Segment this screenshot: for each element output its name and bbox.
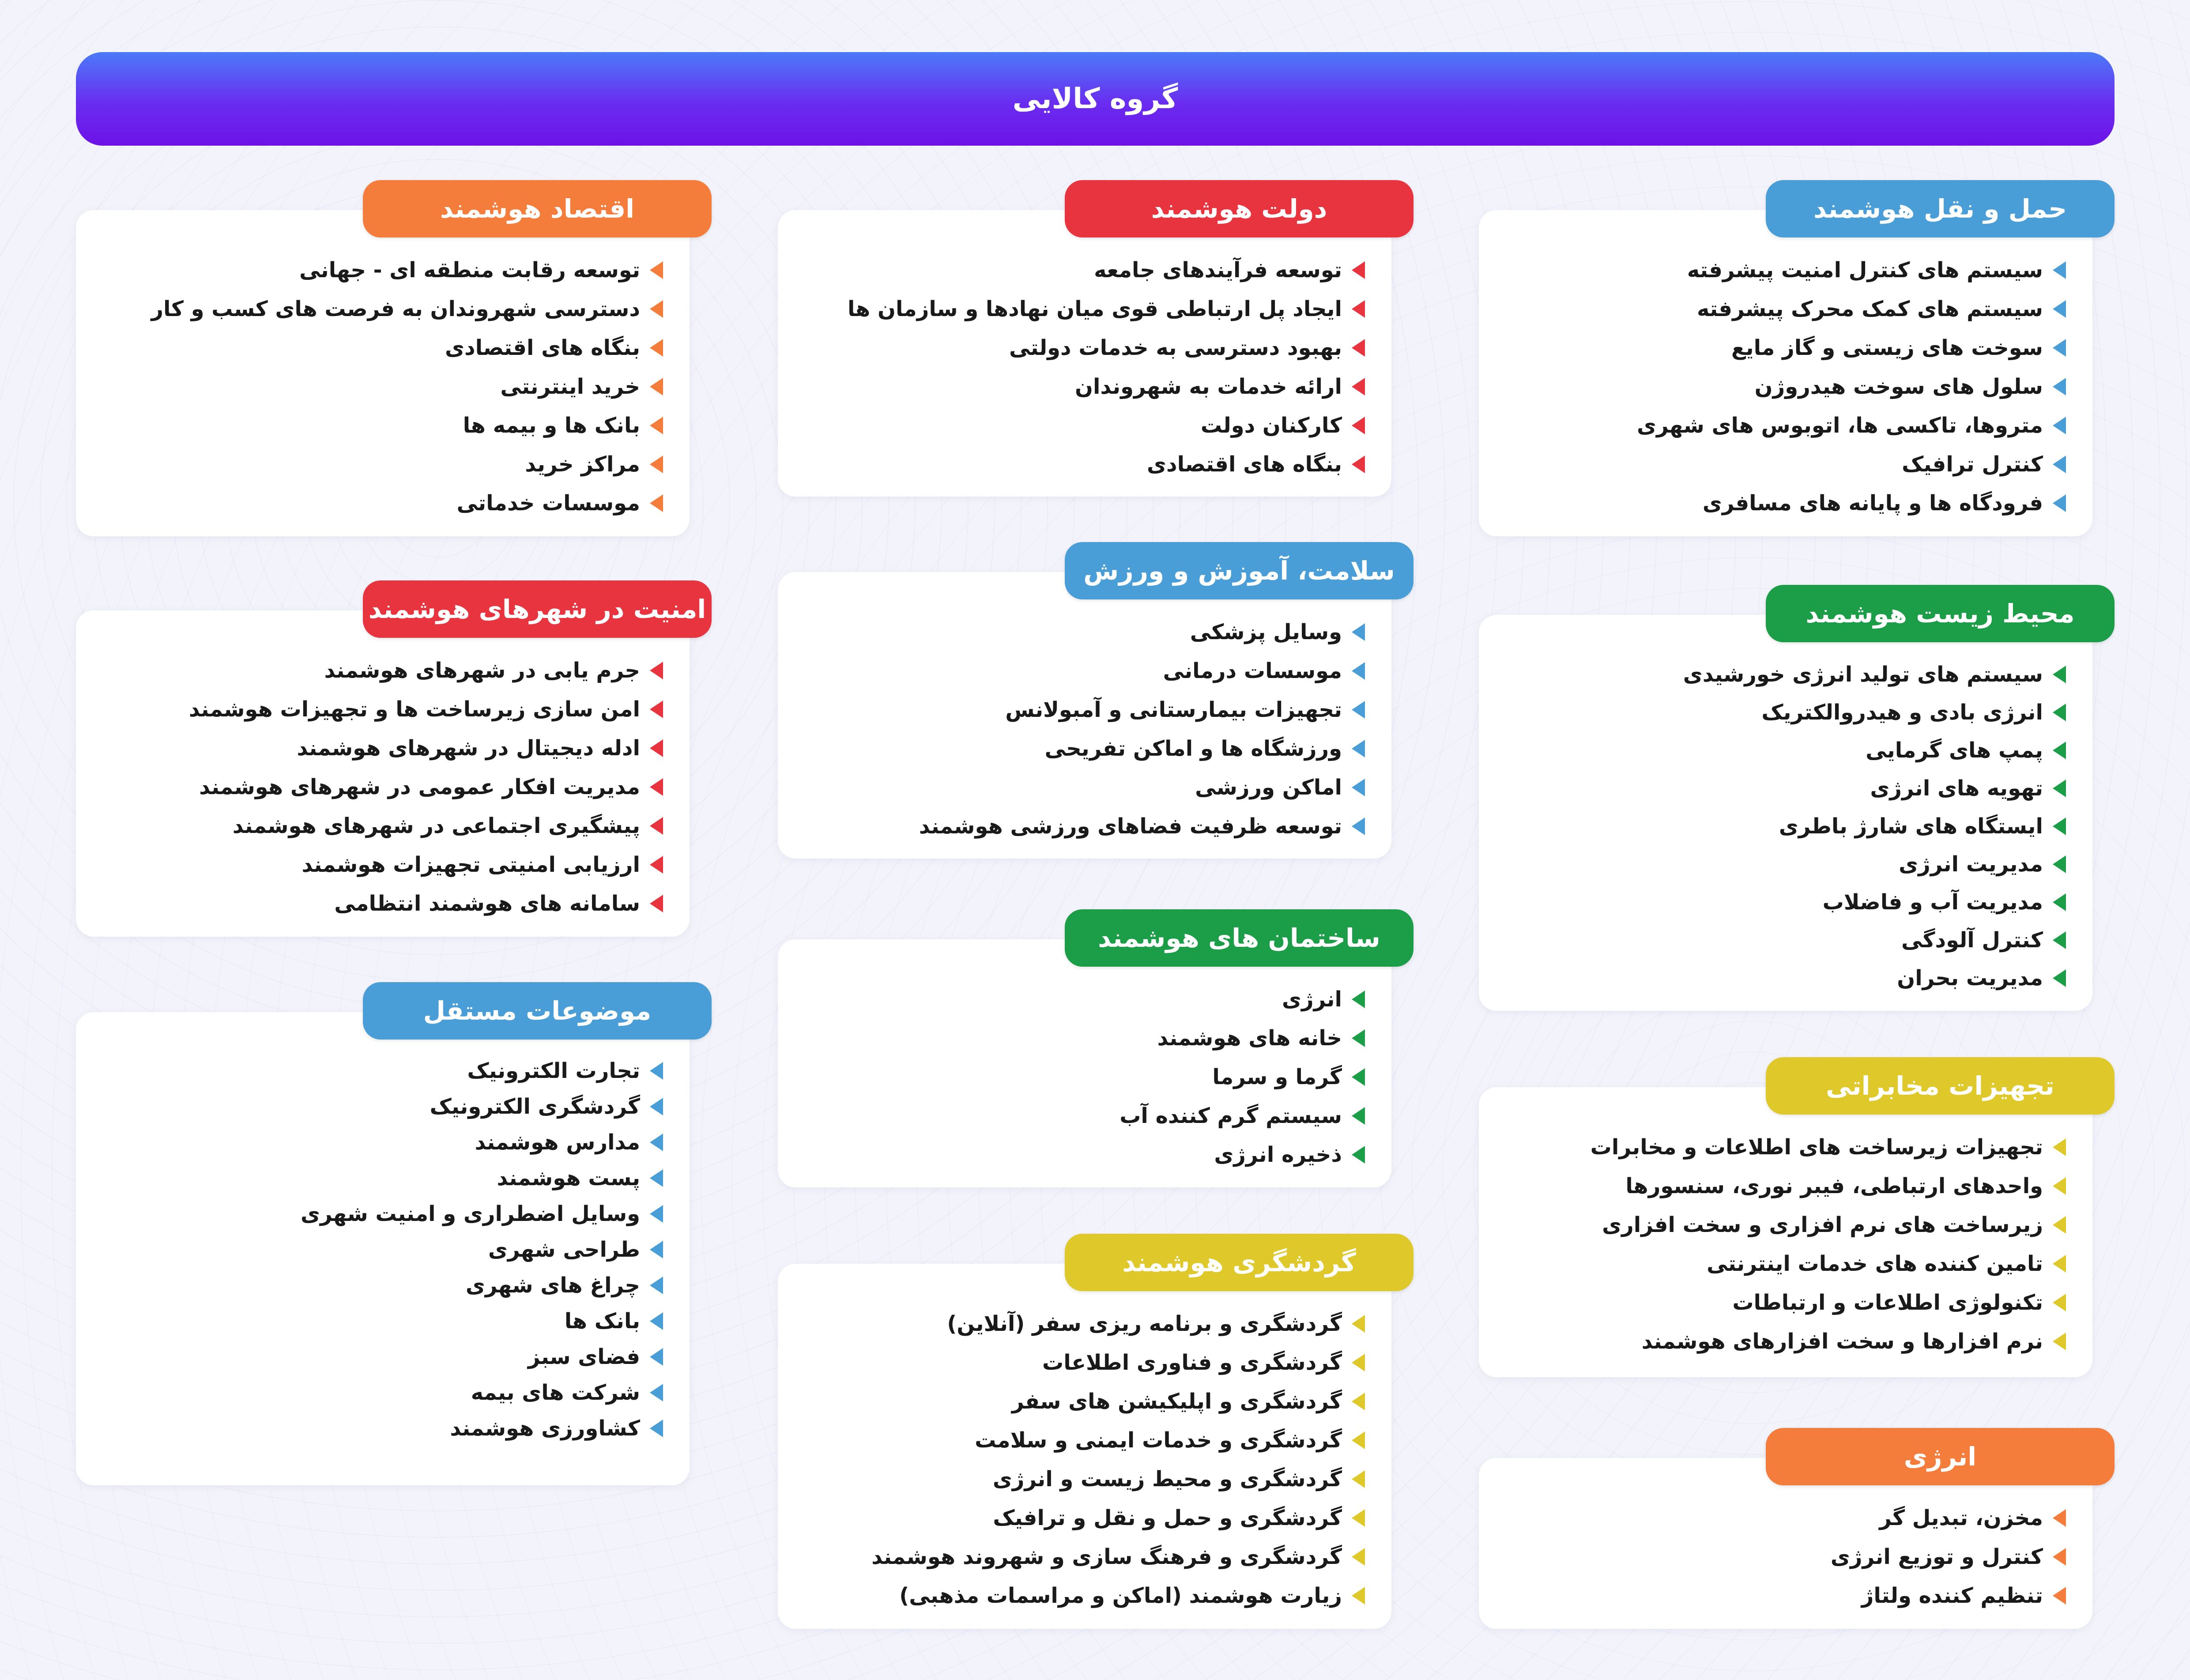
list-item [795,1421,1365,1460]
list-item [795,1304,1365,1343]
list-item [1496,769,2066,807]
list-item-label: خرید اینترنتی [500,374,640,399]
triangle-bullet-icon [2053,817,2066,835]
triangle-bullet-icon [1352,300,1365,318]
list-item-label: تجهیزات زیرساخت های اطلاعات و مخابرات [1590,1135,2043,1160]
triangle-bullet-icon [2053,261,2066,279]
triangle-bullet-icon [650,1312,663,1330]
list-item [1496,251,2066,290]
list-item [1496,1322,2066,1361]
list-item [795,1135,1365,1174]
triangle-bullet-icon [1352,417,1365,434]
list-item-label: توسعه ظرفیت فضاهای ورزشی هوشمند [919,814,1342,839]
list-item [94,1267,663,1303]
list-item [1496,484,2066,523]
section-card [1479,1057,2092,1377]
list-item-label: مدارس هوشمند [475,1130,640,1155]
list-item [795,328,1365,367]
list-item-label: توسعه فرآیندهای جامعه [1094,258,1342,283]
list-item-label: ارزیابی امنیتی تجهیزات هوشمند [302,852,640,877]
list-item [94,1303,663,1339]
list-item-label: سامانه های هوشمند انتظامی [334,891,640,916]
list-item [94,1160,663,1196]
list-item [1496,1499,2066,1537]
triangle-bullet-icon [1352,1068,1365,1086]
triangle-bullet-icon [1352,1393,1365,1410]
triangle-bullet-icon [650,1205,663,1223]
item-list [1496,251,2066,523]
list-item [795,690,1365,729]
list-item-label: گردشگری الکترونیک [430,1094,640,1119]
triangle-bullet-icon [1352,1431,1365,1449]
triangle-bullet-icon [2053,1138,2066,1156]
list-item-label: مدیریت آب و فاضلاب [1822,890,2043,915]
list-item-label: بنگاه های اقتصادی [445,335,640,360]
triangle-bullet-icon [650,339,663,357]
triangle-bullet-icon [2053,300,2066,318]
list-item-label: مراکز خرید [525,452,640,477]
triangle-bullet-icon [2053,339,2066,357]
list-item-label: تنظیم کننده ولتاژ [1861,1583,2043,1608]
section-card [76,982,690,1485]
list-item [1496,406,2066,445]
triangle-bullet-icon [2053,1333,2066,1350]
triangle-bullet-icon [650,1241,663,1258]
list-item-label: گردشگری و خدمات ایمنی و سلامت [975,1428,1342,1453]
triangle-bullet-icon [1352,378,1365,396]
triangle-bullet-icon [1352,456,1365,473]
section-title: امنیت در شهرهای هوشمند [363,580,712,638]
list-item [795,445,1365,484]
triangle-bullet-icon [650,778,663,796]
triangle-bullet-icon [1352,1146,1365,1164]
triangle-bullet-icon [2053,704,2066,721]
section-card [778,542,1395,859]
list-item [1496,1537,2066,1576]
section-title: گردشگری هوشمند [1065,1234,1414,1291]
triangle-bullet-icon [1352,817,1365,835]
list-item [1496,1576,2066,1615]
page-title: گروه کالایی [1012,83,1178,115]
list-item [94,729,663,768]
list-item-label: مدیریت بحران [1897,966,2043,991]
triangle-bullet-icon [650,1098,663,1115]
triangle-bullet-icon [1352,779,1365,796]
triangle-bullet-icon [2053,1548,2066,1566]
list-item [1496,883,2066,921]
triangle-bullet-icon [650,494,663,512]
list-item-label: انرژی [1282,987,1342,1012]
list-item-label: اماکن ورزشی [1195,775,1342,800]
list-item-label: ایستگاه های شارژ باطری [1779,814,2043,839]
triangle-bullet-icon [2053,780,2066,797]
triangle-bullet-icon [650,895,663,912]
triangle-bullet-icon [1352,1509,1365,1527]
list-item-label: تجهیزات بیمارستانی و آمبولانس [1005,697,1342,722]
triangle-bullet-icon [2053,742,2066,759]
list-item [795,980,1365,1019]
list-item [1496,1205,2066,1244]
list-item-label: گردشگری و محیط زیست و انرژی [992,1467,1342,1492]
triangle-bullet-icon [1352,740,1365,757]
list-item-label: پمپ های گرمایی [1866,738,2043,763]
header-banner [76,52,2115,146]
triangle-bullet-icon [650,701,663,718]
list-item [795,729,1365,768]
list-item [94,1232,663,1267]
list-item-label: سلول های سوخت هیدروژن [1754,374,2043,399]
list-item-label: بهبود دسترسی به خدمات دولتی [1009,335,1342,360]
list-item [94,445,663,484]
list-item-label: نرم افزارها و سخت افزارهای هوشمند [1641,1329,2043,1354]
list-item-label: جرم یابی در شهرهای هوشمند [324,658,640,683]
list-item-label: واحدهای ارتباطی، فیبر نوری، سنسورها [1625,1174,2043,1198]
list-item [795,807,1365,846]
list-item-label: چراغ های شهری [465,1273,640,1298]
list-item-label: سیستم های تولید انرژی خورشیدی [1683,662,2043,687]
list-item [94,328,663,367]
list-item-label: بانک ها و بیمه ها [463,413,640,438]
list-item [94,806,663,845]
triangle-bullet-icon [650,1169,663,1187]
item-list [795,613,1365,846]
triangle-bullet-icon [650,417,663,434]
list-item [94,1196,663,1232]
list-item-label: ذخیره انرژی [1214,1142,1342,1167]
section-title: اقتصاد هوشمند [363,180,712,237]
list-item [795,1058,1365,1096]
item-list [1496,1499,2066,1615]
list-item-label: شرکت های بیمه [471,1380,640,1405]
section-card [778,909,1391,1187]
section-title: دولت هوشمند [1065,180,1414,237]
section-card [1479,1428,2092,1629]
list-item [1496,367,2066,406]
list-item-label: گردشگری و برنامه ریزی سفر (آنلاین) [947,1311,1342,1336]
list-item [795,1460,1365,1499]
triangle-bullet-icon [2053,417,2066,434]
item-list [1496,655,2066,997]
triangle-bullet-icon [1352,1587,1365,1605]
triangle-bullet-icon [1352,1315,1365,1333]
triangle-bullet-icon [2053,969,2066,987]
list-item-label: ادله دیجیتال در شهرهای هوشمند [297,736,640,761]
list-item [1496,1283,2066,1322]
triangle-bullet-icon [2053,1587,2066,1605]
triangle-bullet-icon [2053,494,2066,512]
triangle-bullet-icon [1352,1470,1365,1488]
triangle-bullet-icon [2053,1255,2066,1273]
item-list [795,980,1365,1174]
list-item [94,651,663,690]
list-item [795,652,1365,690]
list-item-label: سوخت های زیستی و گاز مایع [1731,335,2043,360]
list-item-label: مدیریت انرژی [1899,852,2043,877]
list-item [1496,290,2066,328]
triangle-bullet-icon [650,1134,663,1151]
list-item [94,367,663,406]
triangle-bullet-icon [2053,893,2066,911]
list-item [795,768,1365,807]
list-item-label: وسایل پزشکی [1190,620,1342,644]
list-item-label: ارائه خدمات به شهروندان [1075,374,1342,399]
list-item-label: امن سازی زیرساخت ها و تجهیزات هوشمند [188,697,640,722]
list-item-label: خانه های هوشمند [1157,1026,1342,1051]
triangle-bullet-icon [1352,339,1365,357]
list-item [1496,959,2066,997]
triangle-bullet-icon [1352,623,1365,641]
section-title: موضوعات مستقل [363,982,712,1040]
list-item-label: گردشگری و فرهنگ سازی و شهروند هوشمند [871,1544,1342,1569]
triangle-bullet-icon [650,739,663,757]
triangle-bullet-icon [1352,991,1365,1008]
triangle-bullet-icon [650,261,663,279]
section-title: انرژی [1766,1428,2115,1485]
list-item-label: موسسات درمانی [1163,659,1342,683]
triangle-bullet-icon [2053,1294,2066,1311]
list-item-label: کارکنان دولت [1200,413,1342,438]
list-item [795,290,1365,328]
list-item [1496,845,2066,883]
list-item [94,406,663,445]
triangle-bullet-icon [1352,1029,1365,1047]
list-item-label: زیرساخت های نرم افزاری و سخت افزاری [1602,1213,2043,1237]
list-item [94,845,663,884]
triangle-bullet-icon [2053,666,2066,683]
list-item [94,251,663,290]
triangle-bullet-icon [650,1062,663,1080]
list-item [795,1382,1365,1421]
section-card [76,180,690,536]
section-card [1479,585,2092,1011]
list-item [94,884,663,923]
list-item [1496,655,2066,693]
list-item-label: گردشگری و اپلیکیشن های سفر [1011,1389,1342,1414]
list-item-label: طراحی شهری [488,1237,640,1262]
list-item [795,613,1365,652]
section-card [1479,180,2092,536]
list-item-label: تامین کننده های خدمات اینترنتی [1707,1251,2043,1276]
triangle-bullet-icon [1352,1107,1365,1125]
list-item-label: بانک ها [564,1308,640,1333]
list-item [1496,693,2066,731]
list-item-label: ایجاد پل ارتباطی قوی میان نهادها و سازمان ها [848,297,1342,321]
list-item-label: کنترل آلودگی [1901,928,2043,953]
triangle-bullet-icon [1352,1354,1365,1371]
list-item-label: گردشگری و فناوری اطلاعات [1042,1350,1342,1375]
list-item-label: فضای سبز [528,1344,640,1369]
list-item-label: گرما و سرما [1212,1065,1342,1089]
list-item [795,1019,1365,1058]
list-item-label: تکنولوژی اطلاعات و ارتباطات [1732,1290,2043,1315]
section-card [778,180,1391,497]
list-item [1496,731,2066,769]
list-item-label: متروها، تاکسی ها، اتوبوس های شهری [1637,413,2043,438]
list-item-label: دسترسی شهروندان به فرصت های کسب و کار [151,297,640,321]
triangle-bullet-icon [650,1277,663,1294]
item-list [1496,1128,2066,1361]
list-item [94,1410,663,1446]
list-item [795,406,1365,445]
section-title: تجهیزات مخابراتی [1766,1057,2115,1115]
triangle-bullet-icon [650,1384,663,1401]
triangle-bullet-icon [650,300,663,318]
list-item [94,484,663,523]
triangle-bullet-icon [650,1348,663,1366]
list-item [795,1096,1365,1135]
triangle-bullet-icon [650,817,663,835]
list-item [1496,921,2066,959]
section-title: ساختمان های هوشمند [1065,909,1414,967]
list-item-label: موسسات خدماتی [456,491,640,516]
list-item-label: کنترل ترافیک [1902,452,2043,477]
list-item [795,1499,1365,1537]
list-item [94,1124,663,1160]
list-item [795,1537,1365,1576]
list-item [795,251,1365,290]
list-item [1496,328,2066,367]
list-item-label: گردشگری و حمل و نقل و ترافیک [993,1506,1342,1530]
list-item [1496,1167,2066,1205]
list-item-label: سیستم های کمک محرک پیشرفته [1696,297,2043,321]
list-item-label: فرودگاه ها و پایانه های مسافری [1702,491,2043,516]
list-item-label: سیستم های کنترل امنیت پیشرفته [1687,258,2043,283]
list-item-label: مدیریت افکار عمومی در شهرهای هوشمند [199,775,640,799]
list-item [94,1339,663,1375]
triangle-bullet-icon [650,856,663,874]
triangle-bullet-icon [650,378,663,396]
list-item-label: پیشگیری اجتماعی در شهرهای هوشمند [232,814,640,838]
triangle-bullet-icon [1352,662,1365,680]
triangle-bullet-icon [650,456,663,473]
list-item [795,1576,1365,1615]
list-item-label: وسایل اضطراری و امنیت شهری [300,1201,640,1226]
triangle-bullet-icon [1352,701,1365,719]
triangle-bullet-icon [2053,378,2066,396]
triangle-bullet-icon [650,662,663,679]
triangle-bullet-icon [650,1420,663,1437]
section-card [76,580,706,937]
list-item [94,1089,663,1124]
list-item-label: کنترل و توزیع انرژی [1830,1544,2043,1569]
item-list [94,651,663,923]
item-list [94,251,663,523]
section-card [778,1234,1391,1629]
list-item-label: تجارت الکترونیک [467,1058,640,1083]
triangle-bullet-icon [2053,1216,2066,1234]
triangle-bullet-icon [2053,1177,2066,1195]
list-item-label: تهویه های انرژی [1870,776,2043,801]
list-item-label: بنگاه های اقتصادی [1146,452,1342,477]
triangle-bullet-icon [2053,456,2066,473]
item-list [795,251,1365,484]
section-title: محیط زیست هوشمند [1766,585,2115,642]
triangle-bullet-icon [1352,1548,1365,1566]
list-item-label: ورزشگاه ها و اماکن تفریحی [1044,736,1342,761]
section-title: حمل و نقل هوشمند [1766,180,2115,237]
triangle-bullet-icon [2053,855,2066,873]
list-item [94,768,663,806]
list-item [1496,807,2066,845]
list-item [94,290,663,328]
list-item [1496,1128,2066,1167]
list-item-label: انرژی بادی و هیدروالکتریک [1761,700,2043,725]
triangle-bullet-icon [2053,931,2066,949]
list-item [1496,1244,2066,1283]
list-item [1496,445,2066,484]
list-item [94,1375,663,1410]
list-item-label: پست هوشمند [497,1165,640,1190]
list-item [94,690,663,729]
list-item [94,1053,663,1089]
list-item-label: توسعه رقابت منطقه ای - جهانی [299,258,640,283]
list-item-label: زیارت هوشمند (اماکن و مراسمات مذهبی) [899,1583,1342,1608]
list-item [795,367,1365,406]
list-item-label: سیستم گرم کننده آب [1120,1104,1342,1128]
section-title: سلامت، آموزش و ورزش [1065,542,1414,599]
list-item [795,1343,1365,1382]
triangle-bullet-icon [2053,1509,2066,1527]
item-list [94,1053,663,1446]
list-item-label: مخزن، تبدیل گر [1879,1506,2043,1530]
item-list [795,1304,1365,1615]
triangle-bullet-icon [1352,261,1365,279]
list-item-label: کشاورزی هوشمند [450,1416,640,1441]
